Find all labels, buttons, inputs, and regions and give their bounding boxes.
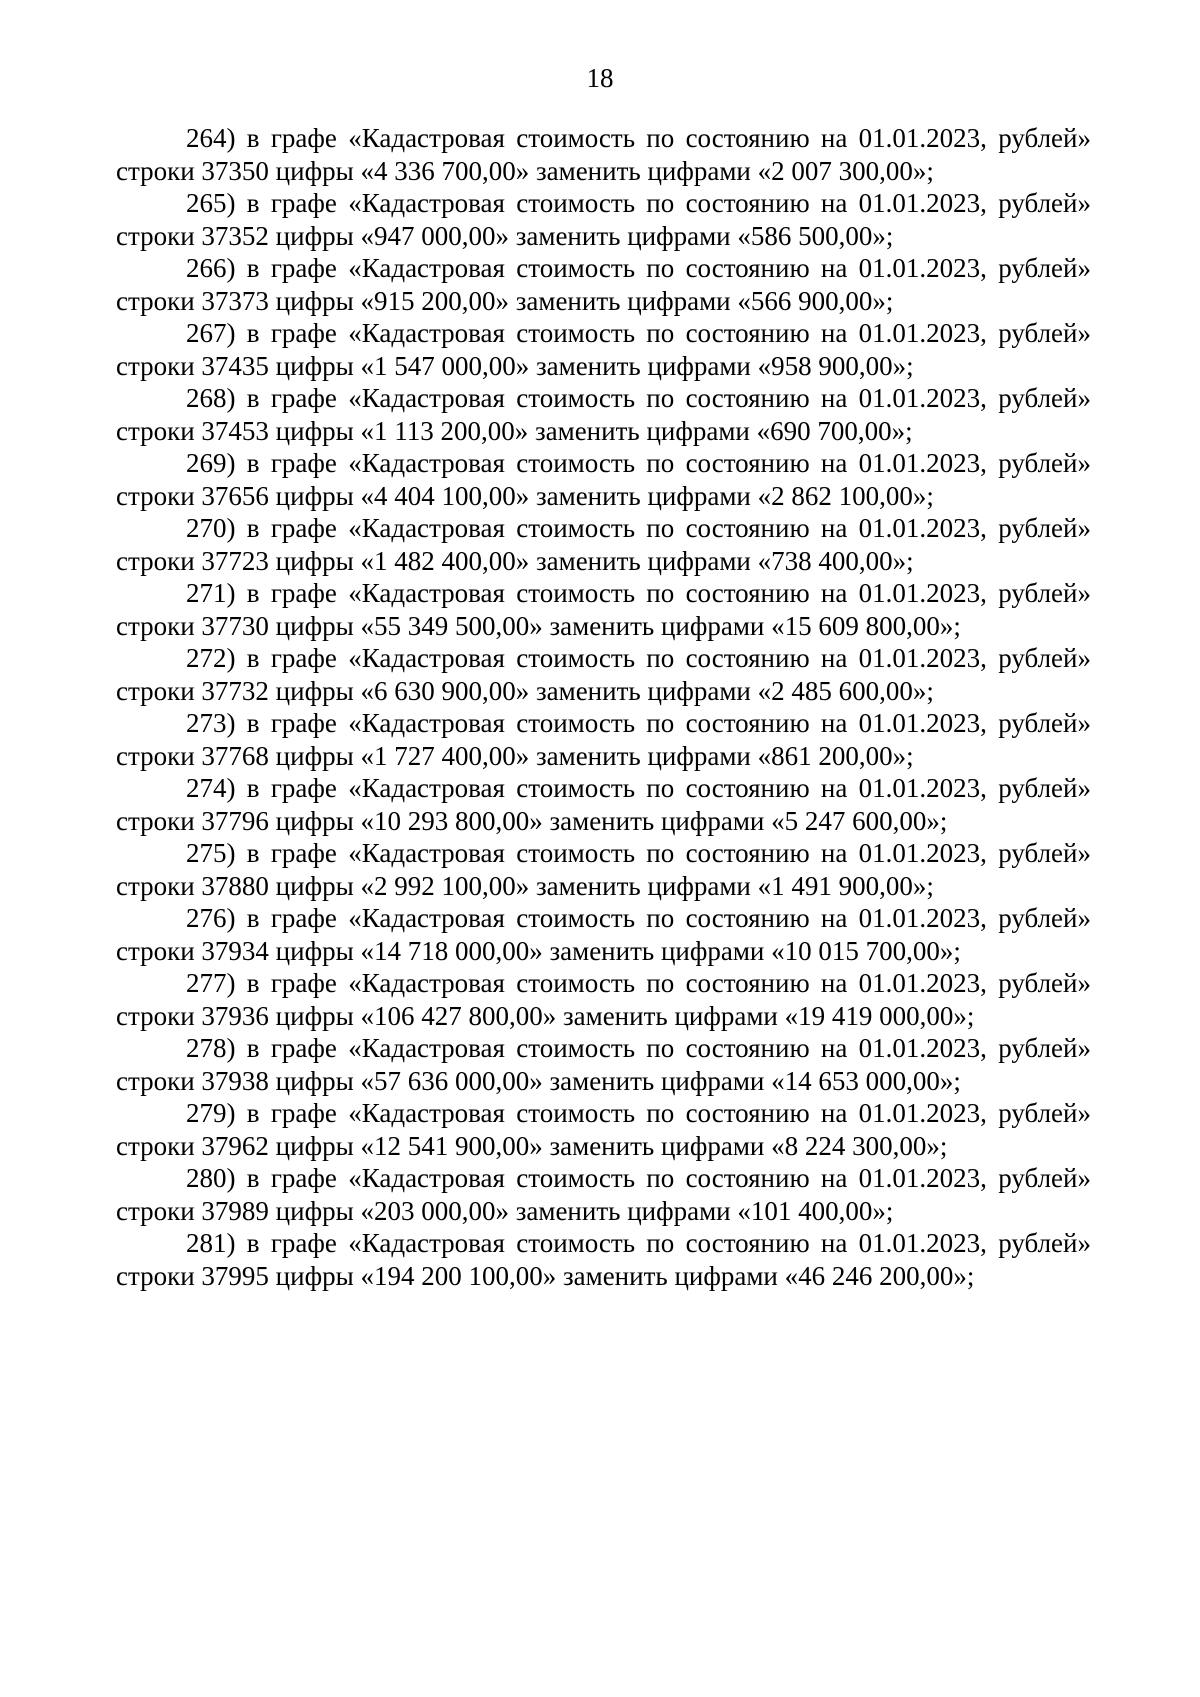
amendment-item: 264) в графе «Кадастровая стоимость по состоянию на 01.01.2023, рублей» строки 37350 цифры «4 336 700,00» заменить цифрами «2 007 300,00»; [116,123,1091,186]
amendment-item: 280) в графе «Кадастровая стоимость по состоянию на 01.01.2023, рублей» строки 37989 цифры «203 000,00» заменить цифрами «101 400,00»; [116,1163,1091,1226]
amendment-item: 275) в графе «Кадастровая стоимость по состоянию на 01.01.2023, рублей» строки 37880 цифры «2 992 100,00» заменить цифрами «1 491 900,00»; [116,838,1091,901]
amendment-item: 274) в графе «Кадастровая стоимость по состоянию на 01.01.2023, рублей» строки 37796 цифры «10 293 800,00» заменить цифрами «5 247 600,00»; [116,773,1091,836]
amendment-list [116,122,1091,1292]
amendment-item: 271) в графе «Кадастровая стоимость по состоянию на 01.01.2023, рублей» строки 37730 цифры «55 349 500,00» заменить цифрами «15 609 800,00»; [116,578,1091,641]
amendment-item: 267) в графе «Кадастровая стоимость по состоянию на 01.01.2023, рублей» строки 37435 цифры «1 547 000,00» заменить цифрами «958 900,00»; [116,318,1091,381]
amendment-item: 272) в графе «Кадастровая стоимость по состоянию на 01.01.2023, рублей» строки 37732 цифры «6 630 900,00» заменить цифрами «2 485 600,00»; [116,643,1091,706]
amendment-item: 279) в графе «Кадастровая стоимость по состоянию на 01.01.2023, рублей» строки 37962 цифры «12 541 900,00» заменить цифрами «8 224 300,00»; [116,1098,1091,1161]
amendment-item: 265) в графе «Кадастровая стоимость по состоянию на 01.01.2023, рублей» строки 37352 цифры «947 000,00» заменить цифрами «586 500,00»; [116,188,1091,251]
amendment-item: 270) в графе «Кадастровая стоимость по состоянию на 01.01.2023, рублей» строки 37723 цифры «1 482 400,00» заменить цифрами «738 400,00»; [116,513,1091,576]
amendment-item: 276) в графе «Кадастровая стоимость по состоянию на 01.01.2023, рублей» строки 37934 цифры «14 718 000,00» заменить цифрами «10 015 700,00»; [116,903,1091,966]
amendment-item: 268) в графе «Кадастровая стоимость по состоянию на 01.01.2023, рублей» строки 37453 цифры «1 113 200,00» заменить цифрами «690 700,00»; [116,383,1091,446]
amendment-item: 273) в графе «Кадастровая стоимость по состоянию на 01.01.2023, рублей» строки 37768 цифры «1 727 400,00» заменить цифрами «861 200,00»; [116,708,1091,771]
amendment-item: 278) в графе «Кадастровая стоимость по состоянию на 01.01.2023, рублей» строки 37938 цифры «57 636 000,00» заменить цифрами «14 653 000,00»; [116,1033,1091,1096]
amendment-item: 266) в графе «Кадастровая стоимость по состоянию на 01.01.2023, рублей» строки 37373 цифры «915 200,00» заменить цифрами «566 900,00»; [116,253,1091,316]
amendment-item: 277) в графе «Кадастровая стоимость по состоянию на 01.01.2023, рублей» строки 37936 цифры «106 427 800,00» заменить цифрами «19 419 000,00»; [116,968,1091,1031]
amendment-item: 281) в графе «Кадастровая стоимость по состоянию на 01.01.2023, рублей» строки 37995 цифры «194 200 100,00» заменить цифрами «46 246 200,00»; [116,1228,1091,1291]
page-number: 18 [586,63,614,93]
amendment-item: 269) в графе «Кадастровая стоимость по состоянию на 01.01.2023, рублей» строки 37656 цифры «4 404 100,00» заменить цифрами «2 862 100,00»; [116,448,1091,511]
